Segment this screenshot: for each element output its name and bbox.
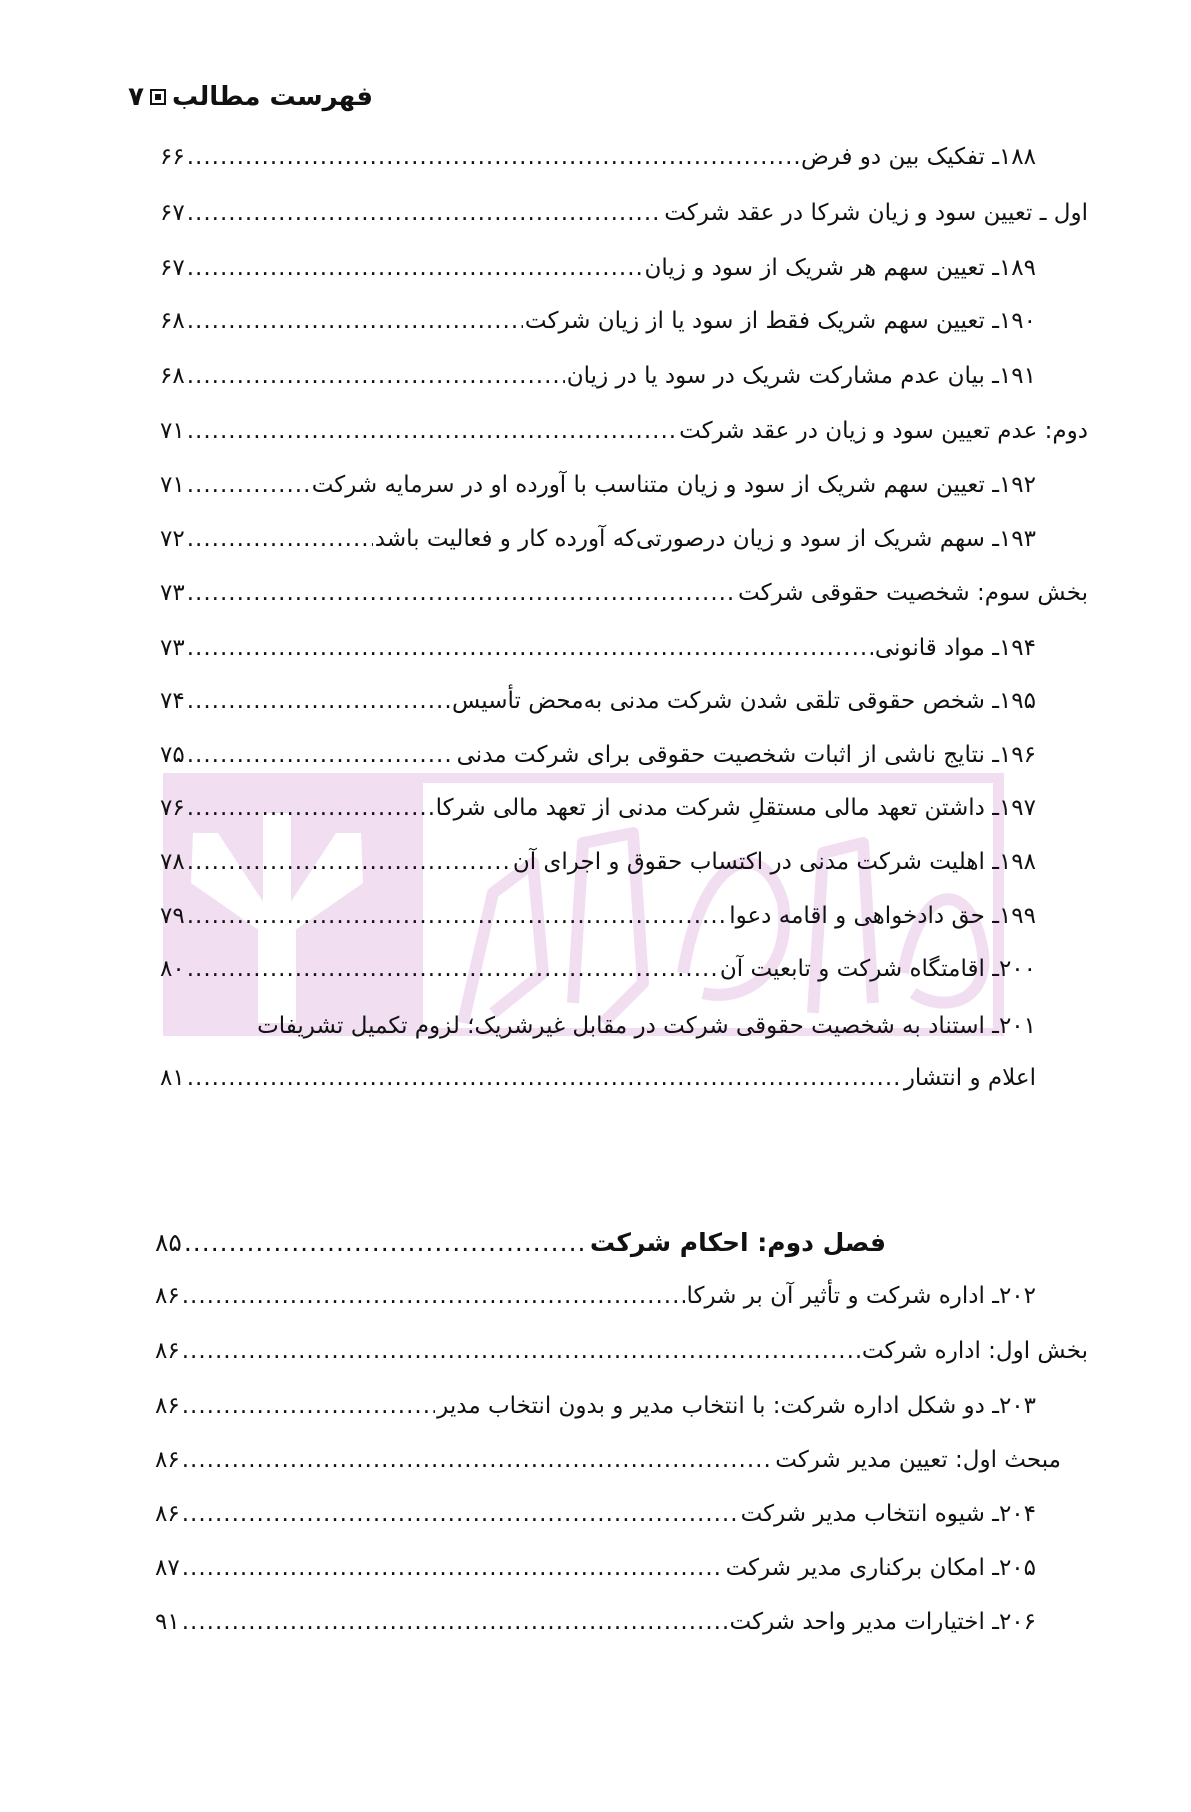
toc-entry-page: ۸۷	[155, 1555, 180, 1581]
toc-entry-page: ۷۹	[160, 903, 185, 929]
leader-dots	[187, 420, 677, 443]
toc-entry-title: ۱۹۲ـ تعیین سهم شریک از سود و زیان متناسب با آورده او در سرمایه شرکت	[311, 472, 1036, 498]
leader-dots	[187, 202, 663, 225]
toc-entry-page: ۷۴	[160, 688, 185, 714]
leader-dots	[187, 851, 511, 874]
toc-entry-page: ۷۶	[160, 795, 185, 821]
toc-entry[interactable]	[160, 797, 1036, 820]
toc-entry-title: ۲۰۰ـ اقامتگاه شرکت و تابعیت آن	[719, 956, 1036, 982]
toc-entry-title: ۱۹۷ـ داشتن تعهد مالی مستقلِ شرکت مدنی از تعهد مالی شرکا	[435, 795, 1036, 821]
toc-entry-title: ۲۰۴ـ شیوه انتخاب مدیر شرکت	[740, 1501, 1036, 1527]
toc-entry-page: ۷۳	[160, 635, 185, 661]
toc-entry[interactable]	[160, 744, 1036, 767]
toc-entry-title: ۲۰۵ـ امکان برکناری مدیر شرکت	[725, 1555, 1036, 1581]
leader-dots	[182, 1611, 728, 1634]
leader-dots	[187, 474, 310, 497]
toc-entry-page: ۹۱	[155, 1609, 180, 1635]
toc-entry-page: ۶۶	[160, 144, 185, 170]
toc-entry[interactable]	[160, 202, 1088, 225]
toc-entry-title: ۱۹۶ـ نتایج ناشی از اثبات شخصیت حقوقی برای شرکت مدنی	[456, 742, 1036, 768]
toc-entry-title: ۱۹۳ـ سهم شریک از سود و زیان درصورتی‌که آورده کار و فعالیت باشد	[374, 526, 1036, 552]
toc-entry[interactable]	[160, 257, 1036, 280]
toc-entry-page: ۶۸	[160, 363, 185, 389]
toc-entry[interactable]	[160, 528, 1036, 551]
toc-entry-page: ۸۶	[155, 1338, 180, 1364]
leader-dots	[187, 310, 523, 333]
leader-dots	[187, 797, 434, 820]
toc-entry-page: ۶۷	[160, 200, 185, 226]
leader-dots	[182, 1557, 724, 1580]
toc-entry-page: ۷۱	[160, 418, 185, 444]
toc-entry[interactable]	[160, 365, 1036, 388]
leader-dots	[187, 146, 799, 169]
leader-dots	[182, 1395, 435, 1418]
leader-dots	[187, 637, 873, 660]
toc-entry[interactable]	[160, 146, 1036, 169]
toc-entry-title: ۱۹۸ـ اهلیت شرکت مدنی در اکتساب حقوق و اجرای آن	[512, 849, 1036, 875]
toc-entry-title: ۱۸۸ـ تفکیک بین دو فرض	[801, 144, 1036, 170]
toc-entry-title: ۱۹۵ـ شخص حقوقی تلقی شدن شرکت مدنی به‌محض تأسیس	[451, 688, 1036, 714]
leader-dots	[182, 1340, 860, 1363]
toc-entry[interactable]	[160, 958, 1036, 981]
toc-entry-page: ۷۳	[160, 580, 185, 606]
toc-entry-page: ۸۶	[155, 1447, 180, 1473]
leader-dots	[187, 744, 455, 767]
leader-dots	[182, 1503, 739, 1526]
toc-entry-title: ۱۹۹ـ حق دادخواهی و اقامه دعوا	[729, 903, 1036, 929]
toc-entry-201-line1[interactable]: ۲۰۱ـ استناد به شخصیت حقوقی شرکت در مقابل غیرشریک؛ لزوم تکمیل تشریفات	[257, 1013, 1036, 1039]
toc-entry-page: ۶۷	[160, 255, 185, 281]
toc-entry[interactable]	[155, 1557, 1036, 1580]
toc-entry-page: ۷۸	[160, 849, 185, 875]
toc-entry[interactable]	[160, 310, 1036, 333]
toc-entry-page: ۸۰	[160, 956, 185, 982]
toc-entry[interactable]	[160, 905, 1036, 928]
chapter-heading[interactable]	[155, 1230, 886, 1255]
header-title: فهرست مطالب	[172, 82, 373, 112]
toc-entry-title: بخش سوم: شخصیت حقوقی شرکت	[738, 580, 1088, 606]
toc-entry[interactable]	[155, 1395, 1036, 1418]
header-page-number: ۷	[128, 82, 145, 112]
toc-entry[interactable]	[160, 582, 1088, 605]
toc-entry[interactable]	[155, 1285, 1036, 1308]
toc-entry-title: دوم: عدم تعیین سود و زیان در عقد شرکت	[679, 418, 1088, 444]
toc-entry[interactable]	[155, 1340, 1088, 1363]
toc-entry[interactable]	[155, 1611, 1036, 1634]
leader-dots	[187, 365, 565, 388]
toc-entry-page: ۸۶	[155, 1501, 180, 1527]
toc-entry[interactable]	[155, 1503, 1036, 1526]
toc-entry-page: ۷۱	[160, 472, 185, 498]
leader-dots	[187, 582, 736, 605]
toc-entry-page: ۸۶	[155, 1283, 180, 1309]
leader-dots	[182, 1449, 774, 1472]
toc-entry-title: ۱۹۰ـ تعیین سهم شریک فقط از سود یا از زیان شرکت	[524, 308, 1036, 334]
toc-entry[interactable]	[160, 637, 1036, 660]
toc-entry-title: ۱۸۹ـ تعیین سهم هر شریک از سود و زیان	[644, 255, 1036, 281]
toc-entry-title: ۱۹۴ـ مواد قانونی	[874, 635, 1036, 661]
chapter-title: فصل دوم: احکام شرکت	[589, 1228, 886, 1257]
toc-entry[interactable]	[160, 851, 1036, 874]
leader-dots	[184, 1230, 588, 1255]
leader-dots	[182, 1285, 685, 1308]
toc-entry-title: اول ـ تعیین سود و زیان شرکا در عقد شرکت	[664, 200, 1088, 226]
toc-entry[interactable]	[155, 1449, 1061, 1472]
toc-entry-title: ۲۰۶ـ اختیارات مدیر واحد شرکت	[729, 1609, 1036, 1635]
toc-entry-page: ۸۱	[160, 1065, 185, 1091]
leader-dots	[187, 257, 643, 280]
toc-entry-title: اعلام و انتشار	[903, 1065, 1036, 1091]
toc-entry-title: مبحث اول: تعیین مدیر شرکت	[775, 1447, 1061, 1473]
toc-entry-title: بخش اول: اداره شرکت	[861, 1338, 1088, 1364]
toc-entry[interactable]	[160, 420, 1088, 443]
toc-entry[interactable]	[160, 474, 1036, 497]
leader-dots	[187, 690, 450, 713]
toc-entry-page: ۷۵	[160, 742, 185, 768]
leader-dots	[187, 905, 727, 928]
toc-entry-page: ۸۶	[155, 1393, 180, 1419]
toc-entry[interactable]	[160, 690, 1036, 713]
leader-dots	[187, 528, 373, 551]
chapter-page: ۸۵	[155, 1228, 182, 1257]
toc-entry-title: ۲۰۲ـ اداره شرکت و تأثیر آن بر شرکا	[686, 1283, 1036, 1309]
toc-entry-page: ۷۲	[160, 526, 185, 552]
toc-entry-title: ۱۹۱ـ بیان عدم مشارکت شریک در سود یا در زیان	[566, 363, 1036, 389]
leader-dots	[187, 1067, 902, 1090]
toc-entry-page: ۶۸	[160, 308, 185, 334]
toc-entry[interactable]	[160, 1067, 1036, 1090]
toc-entry-title: ۲۰۳ـ دو شکل اداره شرکت: با انتخاب مدیر و بدون انتخاب مدیر	[437, 1393, 1036, 1419]
leader-dots	[187, 958, 718, 981]
